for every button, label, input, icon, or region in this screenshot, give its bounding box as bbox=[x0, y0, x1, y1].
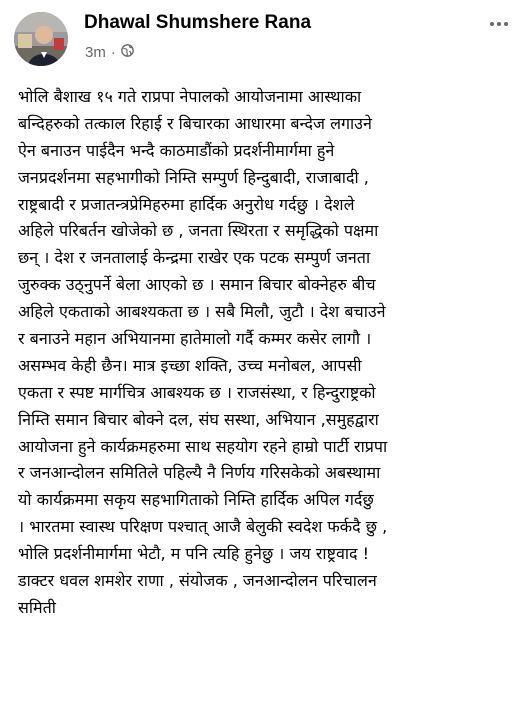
post-text-line: अहिले परिबर्तन खोजेको छ , जनता स्थिरता र समृद्धिको पक्षमा bbox=[18, 221, 379, 241]
meta-separator: · bbox=[110, 44, 116, 61]
avatar-image bbox=[14, 12, 68, 66]
post-text-line: ऐन बनाउन पाईदैन भन्दै काठमाडौंको प्रदर्शनीमार्गमा हुने bbox=[18, 140, 335, 160]
post-text-line: राष्ट्रबादी र प्रजातन्त्रप्रेमिहरुमा हार्दिक अनुरोध गर्दछु । देशले bbox=[18, 194, 355, 214]
post-text-line: असम्भव केही छैन। मात्र इच्छा शक्ति, उच्च मनोबल, आपसी bbox=[18, 355, 362, 375]
post-header bbox=[14, 10, 514, 68]
post-text-line: र बनाउने महान अभियानमा हातेमालो गर्दै कम्मर कसेर लागौ । bbox=[18, 329, 372, 349]
post-text-line: समिती bbox=[18, 597, 56, 617]
author-name[interactable]: Dhawal Shumshere Rana bbox=[84, 12, 312, 33]
post-text-line: निम्ति समान बिचार बोक्ने दल, संघ सस्था, अभियान ,समुहद्वारा bbox=[18, 409, 379, 429]
avatar[interactable] bbox=[14, 12, 68, 66]
post-text-line: छन् । देश र जनतालाई केन्द्रमा राखेर एक पटक सम्पुर्ण जनता bbox=[18, 248, 371, 268]
post-text-line: अहिले एकताको आबश्यकता छ । सबै मिलौ, जुटौ । देश बचाउने bbox=[18, 302, 386, 322]
post-text-line: भोलि बैशाख १५ गते राप्रपा नेपालको आयोजनामा आस्थाका bbox=[18, 87, 362, 106]
post-text-line: एकता र स्पष्ट मार्गचित्र आबश्यक छ । राजसंस्था, र हिन्दुराष्ट्रको bbox=[18, 382, 376, 402]
post-text-line: भोलि प्रदर्शनीमार्गमा भेटौ, म पनि त्यहि हुनेछु । जय राष्ट्रवाद ! bbox=[18, 544, 370, 564]
post-text-line: बन्दिहरुको तत्काल रिहाई र बिचारका आधारमा बन्देज लगाउने bbox=[18, 113, 372, 133]
post-text-line: । भारतमा स्वास्थ परिक्षण पश्चात् आजै बेलुकी स्वदेश फर्कदै छु , bbox=[18, 517, 388, 537]
post-text-line: आयोजना हुने कार्यक्रमहरुमा साथ सहयोग रहने हाम्रो पार्टी राप्रपा bbox=[18, 436, 388, 456]
post-text-line: र जनआन्दोलन समितिले पहिल्यै नै निर्णय गरिसकेको अबस्थामा bbox=[18, 463, 381, 483]
globe-icon bbox=[121, 44, 134, 61]
post-text-line: जनप्रदर्शनमा सहभागीको निम्ति सम्पुर्ण हिन्दुबादी, राजाबादी , bbox=[18, 167, 369, 187]
post-text-line: डाक्टर धवल शमशेर राणा , संयोजक , जनआन्दोलन परिचालन bbox=[18, 571, 377, 591]
post-text-line: यो कार्यक्रममा सकृय सहभागिताको निम्ति हार्दिक अपिल गर्दछु bbox=[18, 490, 374, 510]
post-text-line: जुरुक्क उठ्नुपर्ने बेला आएको छ । समान बिचार बोक्नेहरु बीच bbox=[18, 275, 376, 295]
post-text bbox=[18, 84, 522, 622]
post-time[interactable]: 3m bbox=[85, 44, 106, 61]
post-meta bbox=[85, 44, 134, 61]
more-options-icon[interactable] bbox=[484, 14, 514, 34]
